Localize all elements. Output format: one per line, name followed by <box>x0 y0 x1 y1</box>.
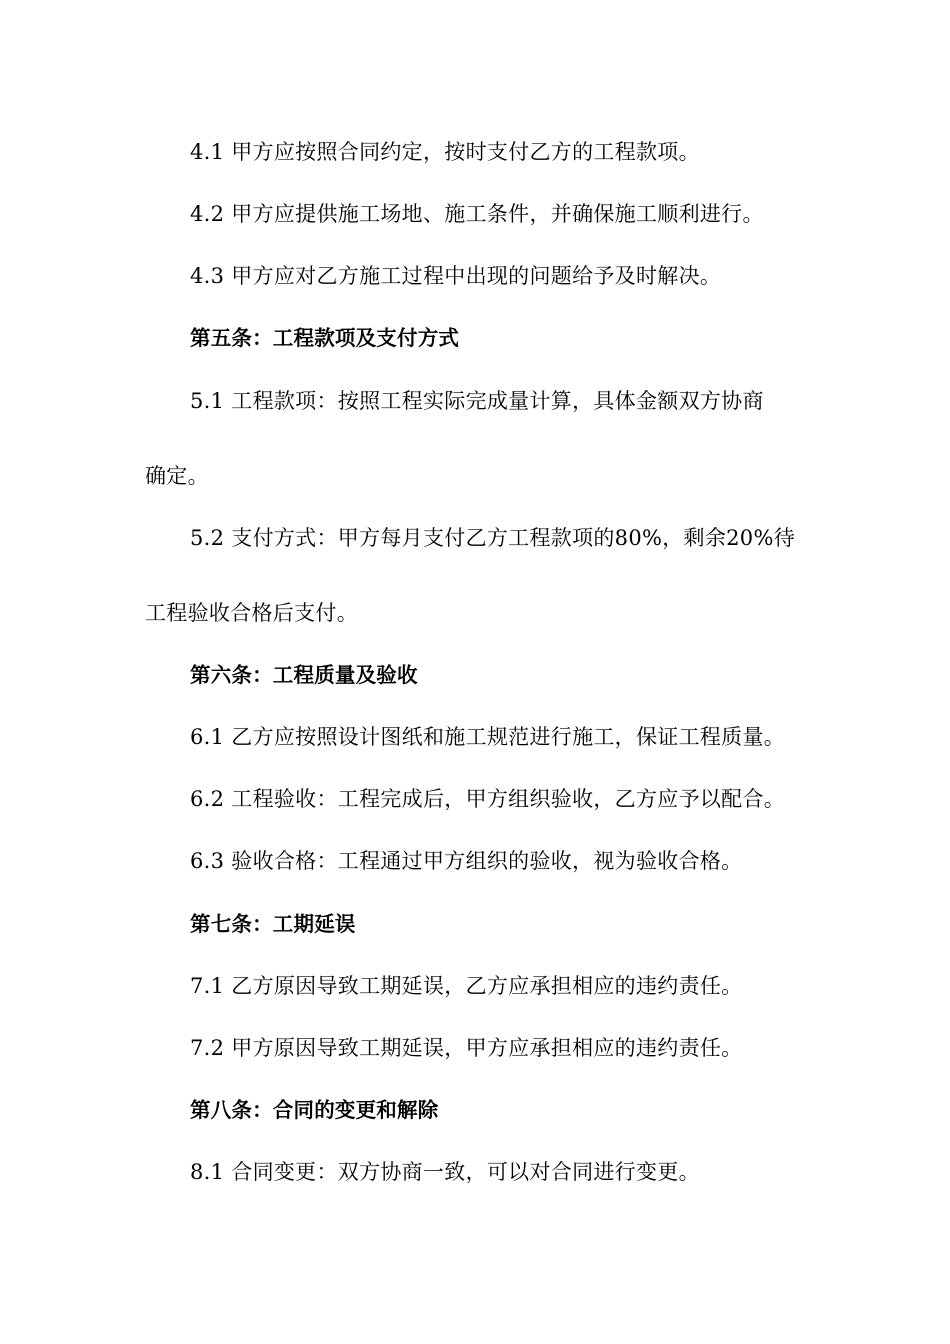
clause-6-3: 6.3 验收合格：工程通过甲方组织的验收，视为验收合格。 <box>190 849 743 873</box>
section-heading-6: 第六条：工程质量及验收 <box>190 663 418 687</box>
clause-7-2: 7.2 甲方原因导致工期延误，甲方应承担相应的违约责任。 <box>190 1036 743 1060</box>
clause-5-1: 5.1 工程款项：按照工程实际完成量计算，具体金额双方协商 <box>190 389 764 413</box>
clause-5-1-continuation: 确定。 <box>145 464 209 488</box>
clause-5-2-continuation: 工程验收合格后支付。 <box>145 601 358 625</box>
clause-4-2: 4.2 甲方应提供施工场地、施工条件，并确保施工顺利进行。 <box>190 202 764 226</box>
clause-6-2: 6.2 工程验收：工程完成后，甲方组织验收，乙方应予以配合。 <box>190 787 786 811</box>
section-heading-7: 第七条：工期延误 <box>190 912 356 936</box>
clause-5-2: 5.2 支付方式：甲方每月支付乙方工程款项的80%，剩余20%待 <box>190 526 796 550</box>
clause-4-3: 4.3 甲方应对乙方施工过程中出现的问题给予及时解决。 <box>190 264 722 288</box>
section-heading-5: 第五条：工程款项及支付方式 <box>190 326 460 350</box>
clause-7-1: 7.1 乙方原因导致工期延误，乙方应承担相应的违约责任。 <box>190 974 743 998</box>
clause-4-1: 4.1 甲方应按照合同约定，按时支付乙方的工程款项。 <box>190 140 700 164</box>
clause-6-1: 6.1 乙方应按照设计图纸和施工规范进行施工，保证工程质量。 <box>190 725 786 749</box>
section-heading-8: 第八条：合同的变更和解除 <box>190 1098 439 1122</box>
clause-8-1: 8.1 合同变更：双方协商一致，可以对合同进行变更。 <box>190 1160 700 1184</box>
